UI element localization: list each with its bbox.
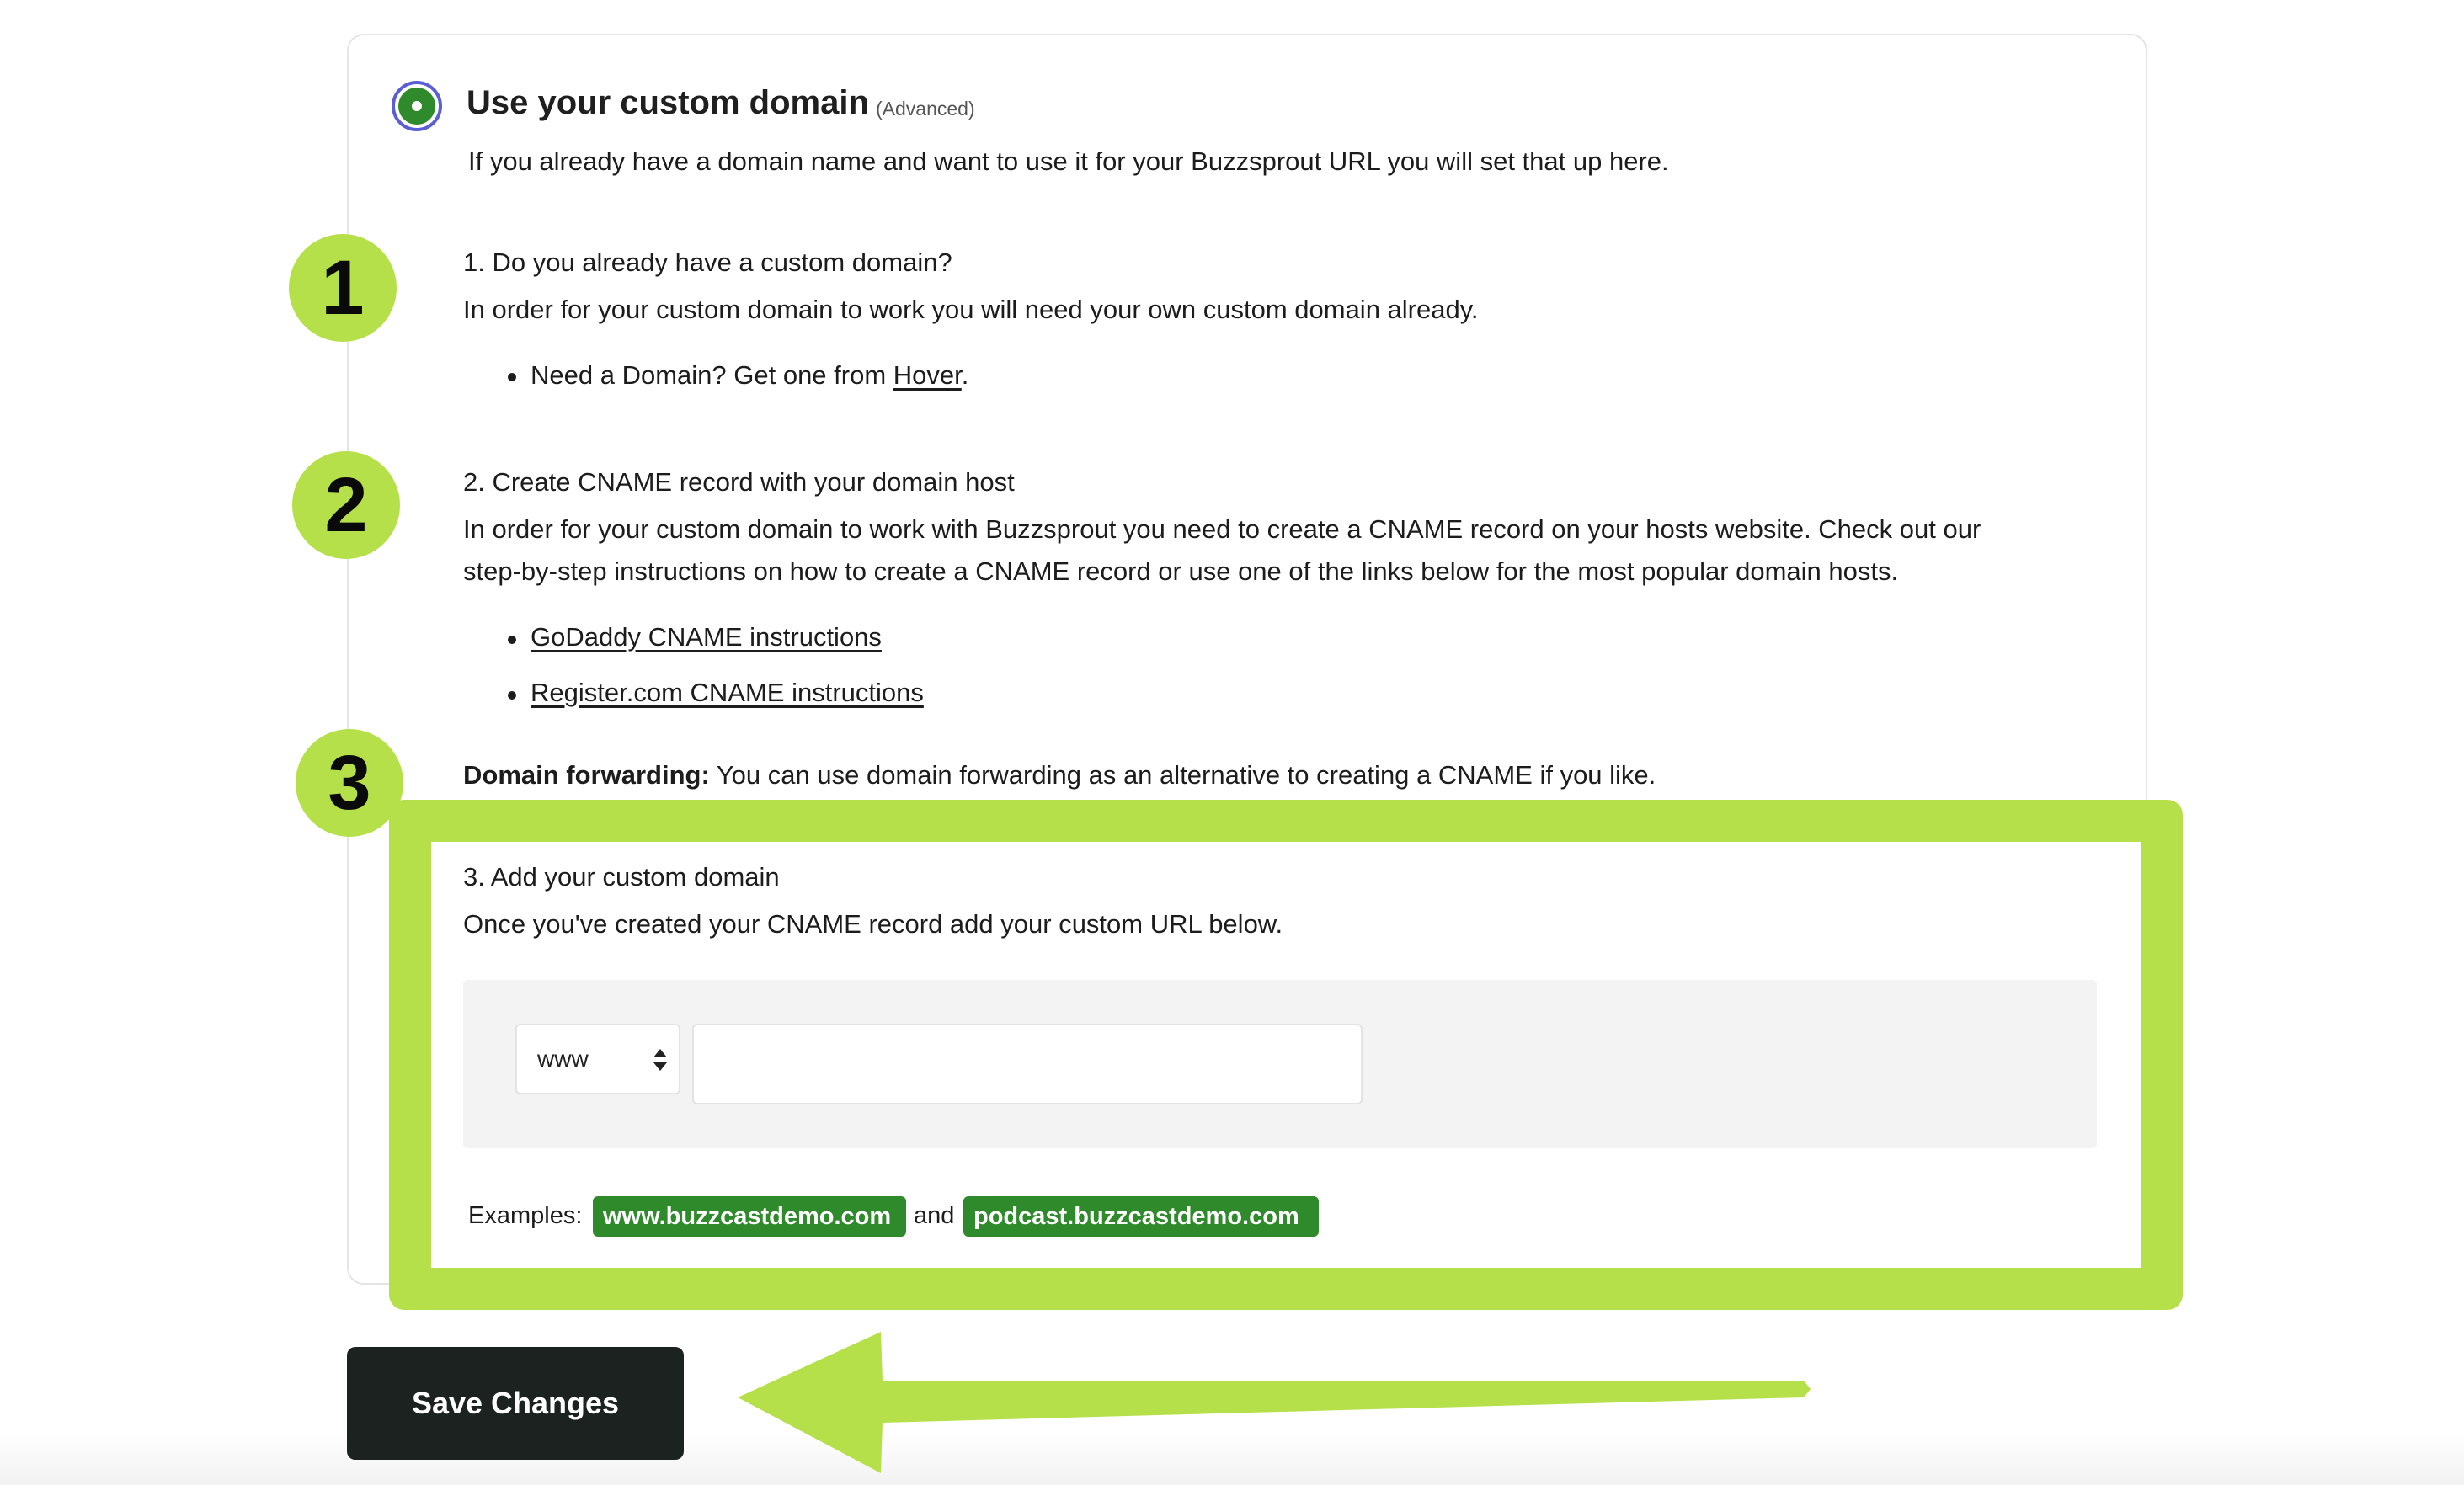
domain-forwarding-note [463, 760, 1656, 790]
option-description: If you already have a domain name and want to use it for your Buzzsprout URL you will set that up here. [468, 146, 1669, 176]
step-2-badge: 2 [292, 451, 400, 559]
subdomain-select[interactable] [515, 1024, 680, 1094]
examples-label: Examples: [468, 1202, 583, 1229]
examples-and: and [914, 1202, 955, 1229]
example-tag-www: www.buzzcastdemo.com [593, 1196, 906, 1237]
bullet-icon [508, 373, 516, 381]
step-3-text: Once you've created your CNAME record add your custom URL below. [463, 909, 1283, 939]
godaddy-cname-link[interactable]: GoDaddy CNAME instructions [531, 622, 882, 652]
step-1-badge: 1 [289, 234, 397, 342]
step-3-heading: 3. Add your custom domain [463, 862, 780, 892]
domain-forwarding-label: Domain forwarding: [463, 760, 710, 790]
bullet-icon [508, 636, 516, 644]
register-cname-link[interactable]: Register.com CNAME instructions [531, 678, 924, 707]
option-title[interactable]: Use your custom domain [467, 84, 869, 121]
step-3-badge: 3 [296, 729, 403, 837]
need-domain-text: Need a Domain? Get one from [531, 360, 893, 390]
subdomain-select-value: www [537, 1046, 589, 1072]
domain-forwarding-text: You can use domain forwarding as an alternative to creating a CNAME if you like. [709, 760, 1656, 790]
save-changes-button[interactable]: Save Changes [347, 1347, 684, 1460]
need-domain-item [531, 360, 968, 391]
example-tag-podcast: podcast.buzzcastdemo.com [963, 1196, 1319, 1237]
custom-domain-input[interactable] [692, 1024, 1363, 1104]
bullet-icon [508, 691, 516, 700]
radio-selected-icon[interactable] [392, 81, 442, 131]
step-2-text-line2: step-by-step instructions on how to create a CNAME record or use one of the links below for the most popular domain hosts. [463, 556, 1899, 586]
select-arrows-icon [653, 1049, 667, 1071]
step-1-heading: 1. Do you already have a custom domain? [463, 248, 952, 277]
need-domain-suffix: . [961, 360, 969, 390]
hover-link[interactable]: Hover [893, 360, 962, 390]
advanced-badge: (Advanced) [876, 98, 975, 120]
step-2-heading: 2. Create CNAME record with your domain host [463, 467, 1015, 497]
step-1-text: In order for your custom domain to work you will need your own custom domain already. [463, 295, 1479, 324]
step-2-text-line1: In order for your custom domain to work with Buzzsprout you need to create a CNAME record on your hosts website. Check out our [463, 514, 1981, 544]
